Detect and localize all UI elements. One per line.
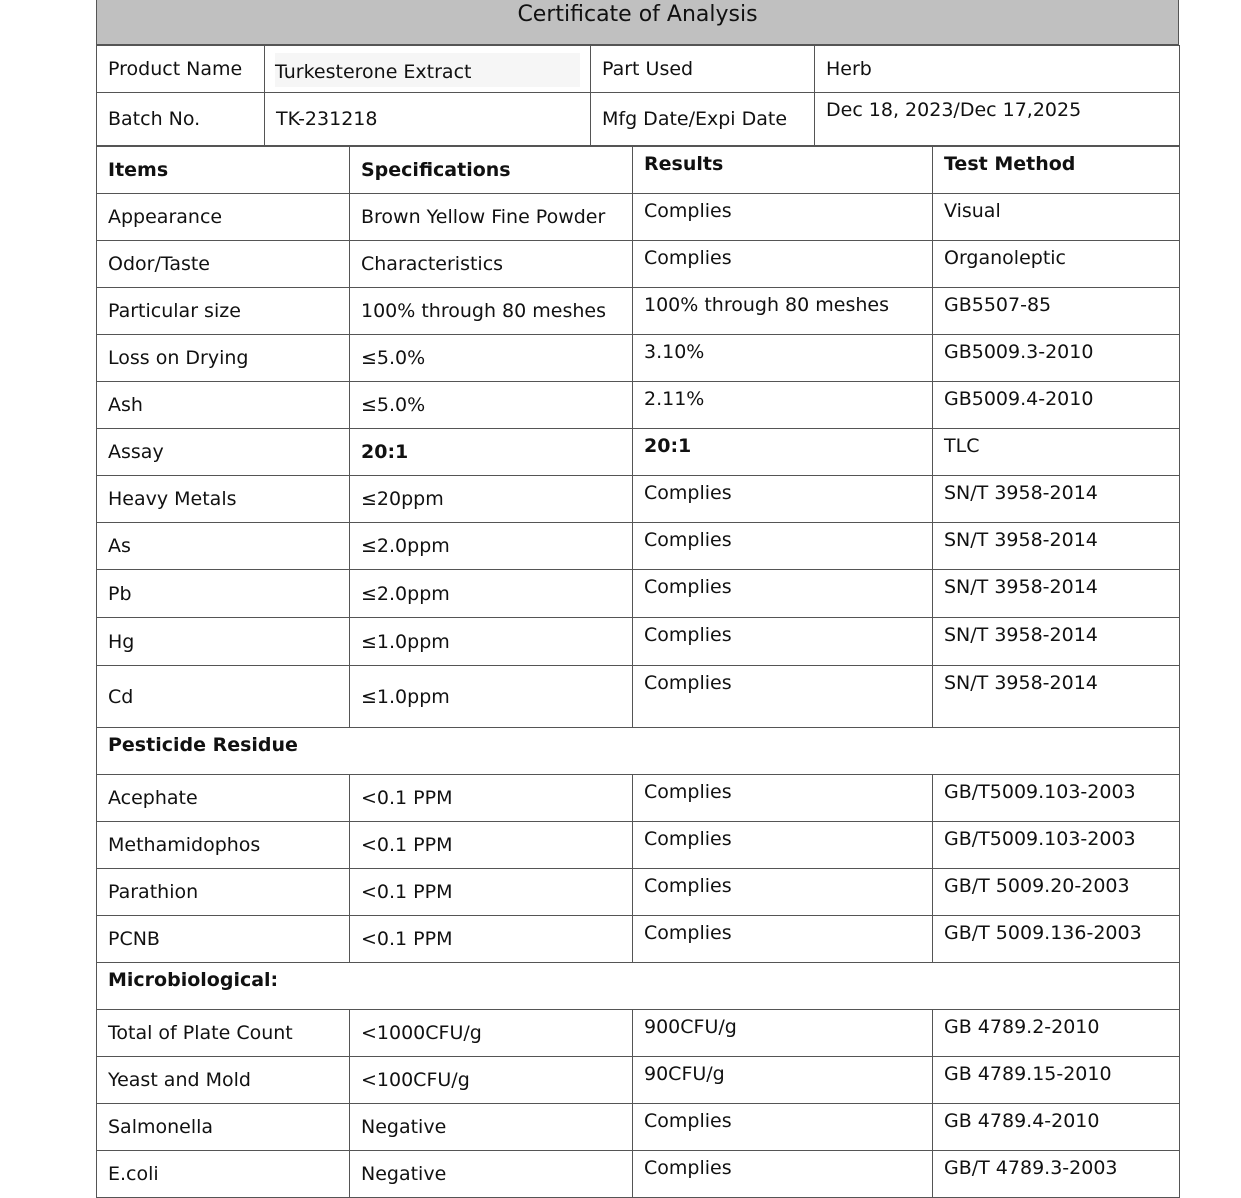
row-specification: <1000CFU/g [350,1010,633,1057]
batch-value: TK-231218 [265,93,591,146]
table-row [97,523,1180,570]
row-item: PCNB [97,916,350,963]
row-item: Acephate [97,775,350,822]
table-row [97,1057,1180,1104]
row-item: Hg [97,618,350,666]
table-row [97,570,1180,618]
batch-label: Batch No. [97,93,265,146]
row-test-method: GB/T 4789.3-2003 [933,1151,1180,1198]
row-item: Assay [97,429,350,476]
row-result: 100% through 80 meshes [633,288,933,335]
row-result: Complies [633,523,933,570]
row-specification: <0.1 PPM [350,916,633,963]
part-used-value: Herb [815,46,1180,93]
table-row [97,288,1180,335]
row-item: Parathion [97,869,350,916]
row-result: Complies [633,1151,933,1198]
table-row [97,1010,1180,1057]
batch-row [97,93,1180,146]
mfg-date-value: Dec 18, 2023/Dec 17,2025 [815,93,1180,146]
row-item: Heavy Metals [97,476,350,523]
row-specification: <0.1 PPM [350,775,633,822]
column-header-test-method: Test Method [933,147,1180,194]
column-header-results: Results [633,147,933,194]
table-row [97,335,1180,382]
row-test-method: GB5507-85 [933,288,1180,335]
table-row [97,476,1180,523]
row-result: Complies [633,1104,933,1151]
row-test-method: SN/T 3958-2014 [933,523,1180,570]
row-item: Pb [97,570,350,618]
row-result: Complies [633,666,933,728]
row-specification: ≤5.0% [350,382,633,429]
row-test-method: Visual [933,194,1180,241]
row-test-method: GB 4789.2-2010 [933,1010,1180,1057]
row-result: Complies [633,916,933,963]
row-result: 20:1 [633,429,933,476]
row-test-method: SN/T 3958-2014 [933,476,1180,523]
row-result: 90CFU/g [633,1057,933,1104]
table-row [97,775,1180,822]
row-result: Complies [633,869,933,916]
row-result: 3.10% [633,335,933,382]
row-result: Complies [633,775,933,822]
row-result: Complies [633,570,933,618]
table-row [97,822,1180,869]
row-specification: Negative [350,1104,633,1151]
row-test-method: GB/T5009.103-2003 [933,822,1180,869]
column-header-specifications: Specifications [350,147,633,194]
column-header-items: Items [97,147,350,194]
row-result: Complies [633,822,933,869]
pesticide-section [97,728,1180,775]
row-test-method: SN/T 3958-2014 [933,618,1180,666]
row-test-method: GB 4789.15-2010 [933,1057,1180,1104]
row-item: Particular size [97,288,350,335]
row-test-method: GB5009.3-2010 [933,335,1180,382]
product-name-value: Turkesterone Extract [275,53,580,87]
row-result: Complies [633,194,933,241]
table-row [97,1104,1180,1151]
row-test-method: SN/T 3958-2014 [933,570,1180,618]
microbiological-section [97,963,1180,1010]
microbiological-section-title: Microbiological: [97,963,1180,1010]
part-used-label: Part Used [591,46,815,93]
row-result: 900CFU/g [633,1010,933,1057]
row-specification: ≤2.0ppm [350,570,633,618]
table-row [97,194,1180,241]
document-title: Certificate of Analysis [96,0,1179,45]
row-item: Salmonella [97,1104,350,1151]
product-name-label: Product Name [97,46,265,93]
row-test-method: GB5009.4-2010 [933,382,1180,429]
row-specification: <0.1 PPM [350,869,633,916]
table-row [97,666,1180,728]
product-info-table [96,45,1180,146]
row-specification: ≤1.0ppm [350,618,633,666]
row-specification: <100CFU/g [350,1057,633,1104]
table-row [97,1151,1180,1198]
row-specification: Characteristics [350,241,633,288]
row-item: E.coli [97,1151,350,1198]
table-row [97,241,1180,288]
row-test-method: GB 4789.4-2010 [933,1104,1180,1151]
row-test-method: SN/T 3958-2014 [933,666,1180,728]
row-item: Ash [97,382,350,429]
row-specification: ≤1.0ppm [350,666,633,728]
analysis-table [96,146,1180,1198]
product-name-row [97,46,1180,93]
column-header-row [97,147,1180,194]
table-row [97,618,1180,666]
row-result: Complies [633,241,933,288]
row-result: Complies [633,476,933,523]
certificate-document [96,0,1179,1198]
table-row [97,869,1180,916]
row-item: As [97,523,350,570]
row-test-method: GB/T5009.103-2003 [933,775,1180,822]
row-specification: ≤20ppm [350,476,633,523]
row-specification: 100% through 80 meshes [350,288,633,335]
pesticide-section-title: Pesticide Residue [97,728,1180,775]
row-item: Methamidophos [97,822,350,869]
row-specification: 20:1 [350,429,633,476]
row-specification: <0.1 PPM [350,822,633,869]
row-item: Cd [97,666,350,728]
row-item: Loss on Drying [97,335,350,382]
row-item: Total of Plate Count [97,1010,350,1057]
row-specification: Negative [350,1151,633,1198]
row-result: Complies [633,618,933,666]
row-item: Odor/Taste [97,241,350,288]
row-test-method: TLC [933,429,1180,476]
row-test-method: GB/T 5009.20-2003 [933,869,1180,916]
row-result: 2.11% [633,382,933,429]
row-item: Yeast and Mold [97,1057,350,1104]
row-specification: ≤5.0% [350,335,633,382]
table-row [97,382,1180,429]
table-row [97,916,1180,963]
row-test-method: Organoleptic [933,241,1180,288]
table-row [97,429,1180,476]
row-specification: Brown Yellow Fine Powder [350,194,633,241]
row-specification: ≤2.0ppm [350,523,633,570]
row-item: Appearance [97,194,350,241]
mfg-date-label: Mfg Date/Expi Date [591,93,815,146]
product-name-cell [265,46,591,93]
row-test-method: GB/T 5009.136-2003 [933,916,1180,963]
